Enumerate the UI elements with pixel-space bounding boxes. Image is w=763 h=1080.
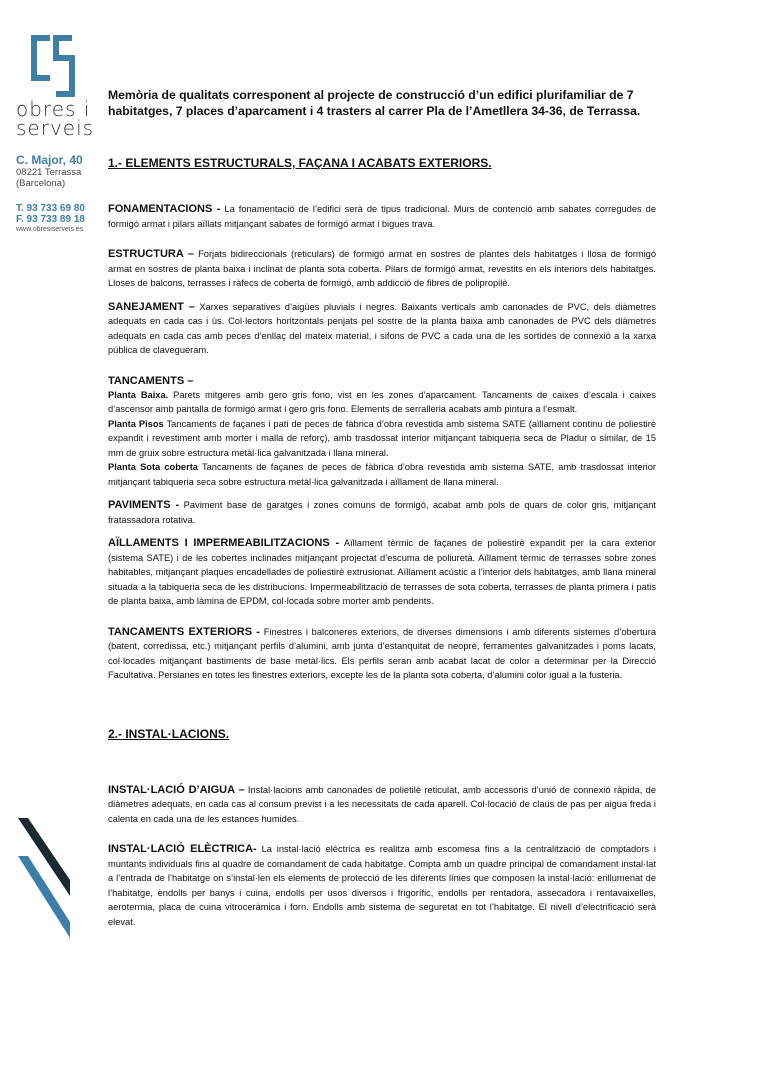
section-1-heading: 1.- ELEMENTS ESTRUCTURALS, FAÇANA I ACABATS EXTERIORS. [108,156,492,170]
phone-number: T. 93 733 69 80 [16,203,85,214]
address-region: (Barcelona) [16,178,66,189]
company-logo-icon [28,34,76,98]
paragraph-fonamentacions [108,202,656,231]
label-planta-baixa: Planta Baixa. [108,389,169,400]
label-sanejament: SANEJAMENT – [108,300,195,313]
text-installacio-aigua: Instal·lacions amb canonades de polietilè reticulat, amb accessoris d’unió de connexió ràpida, de diàmetres adequats, en cada cas al consum previst i a les necessitats de cada aparell. Col·locació de claus de pas per aigua freda i calenta en cada una de les estances humides. [108,784,656,824]
letterhead-sidebar [16,34,98,235]
paragraph-planta-pisos [108,417,656,461]
address-street: C. Major, 40 [16,153,83,167]
fax-number: F. 93 733 89 18 [16,214,85,225]
text-tancaments-exteriors: Finestres i balconeres exteriors, de diverses dimensions i amb diferents sistemes d’obertura (batent, corredissa, etc.) mitjançant perfils d’alumini, amb junta d’estanquitat de neoprè, ferramentes galvanitzades i poms lacats, col·locades mitjançant bastiments de base metàl·lics. Els perfils seran amb acabat lacat de color a determinar per la Direcció Facultativa. Persianes en totes les finestres exteriors, excepte les de la planta sota coberta, d’alumini color igual a la fusteria. [108,626,656,680]
paragraph-installacio-aigua [108,783,656,827]
paragraph-paviments [108,498,656,527]
text-planta-baixa: Parets mitgeres amb gero gris fono, vist en les zones d’aparcament. Tancaments de caixes d’escala i caixes d’ascensor amb pantalla de formigó armat i gero gris fono. Elements de serralleria acabats amb pintura a l’esmalt. [108,389,656,414]
paragraph-estructura [108,247,656,291]
text-sanejament: Xarxes separatives d’aigües pluvials i negres. Baixants verticals amb canonades de PVC, dels diàmetres adequats en cada cas i ús. Col·lectors horitzontals penjats pel sostre de la planta baixa amb canonades de PVC dels diàmetres adequats en cada cas amb peces d’enllaç del mateix material, i sifons de PVC a cada una de les sortides de connexió a la xarxa pública de clavegueram. [108,301,656,355]
address-city: 08221 Terrassa [16,167,82,178]
label-aillaments: AÏLLAMENTS I IMPERMEABILITZACIONS - [108,537,340,549]
paragraph-aillaments [108,536,656,609]
label-planta-sota-coberta: Planta Sota coberta [108,462,198,472]
document-title: Memòria de qualitats corresponent al projecte de construcció d’un edifici plurifamiliar de 7 habitatges, 7 places d’aparcament i 4 trasters al carrer Pla de l’Ametllera 34-36, de Terrassa. [108,88,641,118]
text-planta-sota-coberta: Tancaments de façanes de peces de fàbrica d’obra revestida amb sistema SATE, amb trasdossat interior mitjançant tabiqueria seca sobre estructura metàl·lica galvanitzada i aïllament de llana mineral. [108,462,656,487]
paragraph-sanejament [108,300,656,358]
label-installacio-electrica: INSTAL·LACIÓ ELÈCTRICA- [108,843,257,855]
text-installacio-electrica: La instal·lació elèctrica es realitza amb escomesa fins a la centralització de comptadors i muntants individuals fins al quadre de comandament de cada habitatge. Compta amb un quadre principal de comandament instal·lat a l’entrada de l’habitatge on s’instal·len els elements de protecció de les diferents línies que composen la instal·lació: enllumenat de l’habitatge, endolls per banys i cuina, endolls per usos diversos i frigorífic, endolls per rentadora, assecadora i rentavaixelles, aerotermia, placa de cuina vitroceràmica i forn. Endolls amb sistema de seguretat en tot l’habitatge. El nivell d’electrificació serà elevat. [108,844,656,927]
website-link[interactable]: www.obresiserveis.es [16,226,84,233]
phone-block [16,203,98,235]
brand-line-1: obres i [16,97,91,121]
paragraph-planta-sota-coberta [108,460,656,489]
paragraph-planta-baixa [108,388,656,417]
text-paviments: Paviment base de garatges i zones comuns de formigó, acabat amb pols de quars de color gris, mitjançant fratassadora rotativa. [108,500,657,525]
brand-name [16,97,98,140]
document-body [108,88,656,938]
text-planta-pisos: Tancaments de façanes i pati de peces de fàbrica d’obra revestida amb sistema SATE (aïllament continu de poliestirè expandit i revestiment amb morter i malla de reforç), amb trasdossat interior mitjançant tabiqueria seca de Pladur o similar, de 15 mm de gruix sobre estructura metàl·lica galvanitzada i llana mineral. [108,418,656,458]
label-paviments: PAVIMENTS - [108,499,180,511]
label-estructura: ESTRUCTURA – [108,248,195,260]
label-tancaments-exteriors: TANCAMENTS EXTERIORS - [108,625,260,638]
section-2-heading: 2.- INSTAL·LACIONS. [108,726,230,741]
brand-line-2: serveis [16,116,95,140]
paragraph-tancaments-exteriors [108,625,656,683]
text-fonamentacions: La fonamentació de l’edifici serà de tipus tradicional. Murs de contenció amb sabates corregudes de formigó armat i pilars aïllats mitjançant sabates de formigó armat i bigues trava. [108,204,656,229]
label-installacio-aigua: INSTAL·LACIÓ D’AIGUA – [108,783,245,796]
text-aillaments: Aïllament tèrmic de façanes de poliestirè expandit per la cara exterior (sistema SATE) i de les cobertes inclinades mitjançant projectat d’escuma de poliuretà. Aïllament tèrmic de terrasses sobre zones habitables, mitjançant plaques encadellades de poliestirè extrusionat. Aïllament acústic a l’interior dels habitatges, amb llana mineral situada a la tabiqueria seca de les distribucions. Impermeabilització de terrasses de sota coberta, terrasses de planta primera i patis de planta baixa, amb làmina de EPDM, col·locada sobre morter amb pendents. [108,538,656,606]
paragraph-installacio-electrica [108,842,656,929]
label-fonamentacions: FONAMENTACIONS - [108,203,221,215]
contact-block [16,154,98,235]
decorative-stripes-icon [18,818,70,938]
label-planta-pisos: Planta Pisos [108,418,164,429]
label-tancaments: TANCAMENTS – [108,374,194,387]
text-estructura: Forjats bidireccionals (reticulars) de formigó armat en sostres de plantes dels habitatges i llosa de formigó armat en sostres de planta baixa i inclinat de planta sota coberta. Pilars de formigó armat, revestits en els interiors dels habitatges. Lloses de balcons, terrasses i ràfecs de coberta de formigó, amb addicció de fibres de polipropilè. [108,249,656,288]
